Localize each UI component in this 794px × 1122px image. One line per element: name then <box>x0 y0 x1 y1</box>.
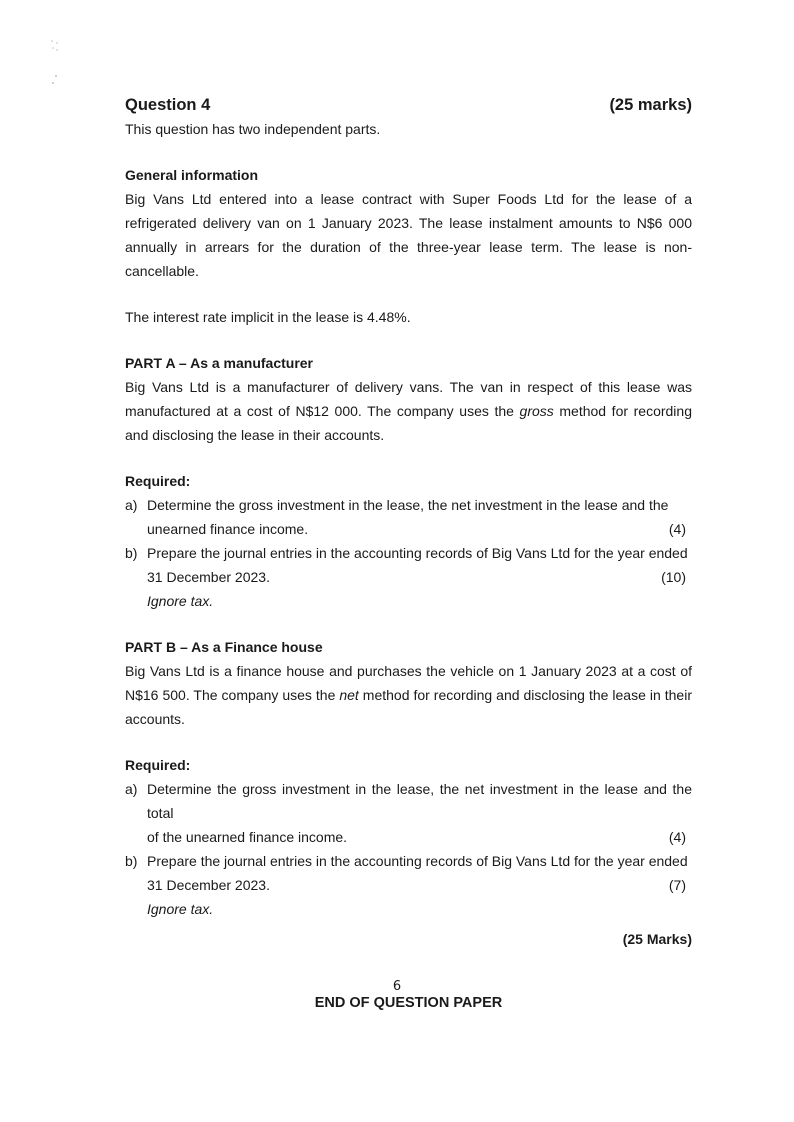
question-marks: (25 marks) <box>609 96 692 114</box>
item-text: Prepare the journal entries in the accounting records of Big Vans Ltd for the year ended <box>147 853 688 869</box>
page-number: 6 <box>392 979 402 994</box>
question-intro: This question has two independent parts. <box>125 121 381 137</box>
part-a-emphasis: gross <box>519 403 554 419</box>
interest-rate-paragraph: The interest rate implicit in the lease is 4.48%. <box>125 309 411 325</box>
part-a-paragraph <box>125 375 692 447</box>
item-text-cont: 31 December 2023. <box>147 877 270 893</box>
item-marks: (7) <box>668 877 686 893</box>
item-text: Determine the gross investment in the lease, the net investment in the lease and the <box>147 497 669 513</box>
part-b-item-b-cont <box>125 873 692 897</box>
total-marks: (25 Marks) <box>622 931 692 947</box>
item-text: Determine the gross investment in the lease, the net investment in the lease and the total <box>147 781 692 821</box>
general-heading: General information <box>125 167 259 183</box>
part-a-heading: PART A – As a manufacturer <box>125 355 314 371</box>
part-b-emphasis: net <box>339 687 359 703</box>
item-text-cont: 31 December 2023. <box>147 569 270 585</box>
part-a-required: Required: <box>125 473 191 489</box>
part-b-ignore-tax: Ignore tax. <box>147 901 214 917</box>
part-a-item-b-cont <box>125 565 692 589</box>
part-a-item-b <box>125 541 692 565</box>
item-label: b) <box>125 853 138 869</box>
part-b-text-1: Big Vans Ltd is a finance house and purchases the vehicle on 1 January 2023 at a cost of N$16 500. The company uses the <box>125 663 692 703</box>
general-paragraph: Big Vans Ltd entered into a lease contract with Super Foods Ltd for the lease of a refrigerated delivery van on 1 January 2023. The lease instalment amounts to N$6 000 annually in arrears for the duration of the three-year lease term. The lease is non-cancellable. <box>125 191 692 279</box>
end-of-paper: END OF QUESTION PAPER <box>314 995 503 1011</box>
question-header <box>125 93 692 117</box>
part-b-required: Required: <box>125 757 191 773</box>
part-a-text-1: Big Vans Ltd is a manufacturer of delivery vans. The van in respect of this lease was manufactured at a cost of N$12 000. The company uses the <box>125 379 692 419</box>
item-marks: (4) <box>668 829 686 845</box>
item-label: a) <box>125 781 138 797</box>
item-text-cont: of the unearned finance income. <box>147 829 348 845</box>
part-a-item-a-cont <box>125 517 692 541</box>
item-label: b) <box>125 545 138 561</box>
part-b-text-2: method for recording and disclosing the lease in their accounts. <box>125 687 692 727</box>
question-content <box>125 93 692 1015</box>
part-b-item-a-cont <box>125 825 692 849</box>
part-a-item-a <box>125 493 692 517</box>
part-b-item-a <box>125 777 692 825</box>
item-marks: (4) <box>668 521 686 537</box>
part-a-text-2: method for recording and disclosing the lease in their accounts. <box>125 403 692 443</box>
item-label: a) <box>125 497 138 513</box>
part-b-paragraph <box>125 659 692 731</box>
question-title: Question 4 <box>125 96 211 114</box>
part-b-item-b <box>125 849 692 873</box>
part-b-heading: PART B – As a Finance house <box>125 639 323 655</box>
scan-specks <box>48 38 68 88</box>
part-a-ignore-tax: Ignore tax. <box>147 593 214 609</box>
item-text-cont: unearned finance income. <box>147 521 309 537</box>
item-marks: (10) <box>661 569 686 585</box>
item-text: Prepare the journal entries in the accounting records of Big Vans Ltd for the year ended <box>147 545 688 561</box>
